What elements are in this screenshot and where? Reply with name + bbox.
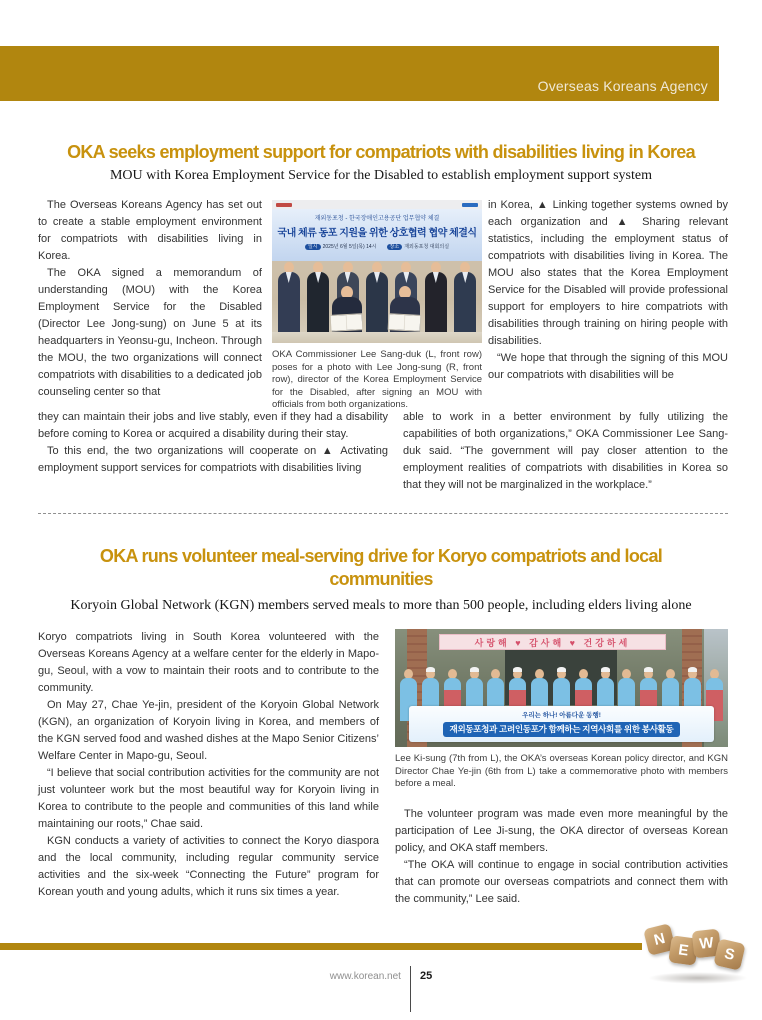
badge-place-text: 재외동포청 대회의실 <box>404 244 450 250</box>
person-body <box>454 272 476 332</box>
footer-meta <box>0 966 762 1012</box>
article1-photo-mou-signing <box>272 200 482 343</box>
person-figure <box>306 262 330 332</box>
article1-bottom-left-paragraph-2: To this end, the two organizations will cooperate on ▲ Activating employment support services for compatriots with disabilities living <box>38 445 388 474</box>
news-block-w-icon: W <box>692 929 722 959</box>
person-figure <box>277 262 301 332</box>
mou-folder <box>388 313 422 332</box>
article1-bottom-left-paragraph-1: they can maintain their jobs and live stably, even if they had a disability before coming to Korea or acquired a disability during their stay. <box>38 411 388 440</box>
kead-logo-icon <box>462 203 478 207</box>
header-bar <box>0 46 719 101</box>
news-block-e-icon: E <box>668 935 698 965</box>
article1-left-paragraph-2: The OKA signed a memorandum of understanding (MOU) with the Korea Employment Service for the Disabled (Director Lee Jong-sung) on June 5 at its headquarters in Yeonsu-gu, Incheon. Through the MOU, the two organizations will connect compatriots with disabilities to a dedicated job counseling center so that <box>38 267 262 398</box>
article1-photo-caption: OKA Commissioner Lee Sang-duk (L, front row) poses for a photo with Lee Jong-sung (R, front row), director of the Korea Employment Service for the Disabled, after signing an MOU with officials from both organizations. <box>272 349 482 410</box>
person-body <box>425 272 447 332</box>
photo-banner <box>272 209 482 261</box>
event-banner-line1: 우리는 하나! 아름다운 동행! <box>522 712 601 719</box>
news-block-n-icon: N <box>643 923 676 956</box>
person-body <box>366 272 388 332</box>
article2-photo-volunteers <box>395 629 728 747</box>
article2-photo-caption: Lee Ki-sung (7th from L), the OKA’s overseas Korean policy director, and KGN Director Chae Ye-jin (6th from L) take a commemorative photo with members before a meal. <box>395 753 728 789</box>
person-body <box>278 272 300 332</box>
article2-left-column <box>38 629 379 901</box>
article2-right-paragraph-1: The volunteer program was made even more meaningful by the participation of Lee Ji-sung, the OKA director of overseas Korean policy, and OKA staff members. <box>395 807 728 854</box>
person-body <box>307 272 329 332</box>
photo-table <box>272 332 482 343</box>
footer-website: www.korean.net <box>329 971 401 982</box>
photo-banner-badges <box>272 243 482 250</box>
article2-right-text <box>395 806 728 908</box>
badge-place-label: 장소 <box>387 244 403 250</box>
person-figure <box>424 262 448 332</box>
footer-gold-bar <box>0 943 642 950</box>
header-agency-label: Overseas Koreans Agency <box>537 78 708 94</box>
photo-banner-line2: 국내 체류 동포 지원을 위한 상호협력 협약 체결식 <box>277 228 477 239</box>
photo-header-strip <box>272 200 482 209</box>
footer-divider <box>410 966 411 1012</box>
article2-right-paragraph-2: “The OKA will continue to engage in social contribution activities that can promote our overseas compatriots and connect them with the community,” Lee said. <box>395 858 728 905</box>
article2-left-paragraph-4: KGN conducts a variety of activities to connect the Koryo diaspora and the local community, including regular community service activities and the six-week “Connecting the Future” program for Korean youth and young adults, which it runs six times a year. <box>38 835 379 898</box>
article1-bottom-right-paragraph-1: able to work in a better environment by fully utilizing the capabilities of both organizations,” OKA Commissioner Lee Sang-duk said. “The government will pay closer attention to the employment realities of compatriots with disabilities in Korea so that they will not be marginalized in the workplace.” <box>403 411 728 491</box>
article2-left-paragraph-3: “I believe that social contribution activities for the community are not just volunteer work but the most beautiful way for Koryoin living in Korea to contribute to the people and communities of this land while maintaining our roots,” Chae said. <box>38 767 379 830</box>
mou-folder <box>330 313 364 332</box>
event-banner-line2: 재외동포청과 고려인동포가 함께하는 지역사회를 위한 봉사활동 <box>443 722 681 737</box>
article1-subtitle: MOU with Korea Employment Service for the Disabled to establish employment support system <box>109 168 652 183</box>
article1-photo-block <box>272 200 482 412</box>
article1-right-column <box>488 197 728 384</box>
oka-logo-icon <box>276 203 292 207</box>
badge-place <box>387 243 450 250</box>
photo-pink-banner: 사랑해 ♥ 감사해 ♥ 건강하세 <box>439 634 666 650</box>
article2-subtitle: Koryoin Global Network (KGN) members served meals to more than 500 people, including elders living alone <box>70 598 692 613</box>
photo-banner-line1: 재외동포청 - 한국장애인고용공단 업무협약 체결 <box>314 216 440 222</box>
photo-people-back-row <box>274 262 480 332</box>
photo-event-banner <box>409 706 714 742</box>
article1-left-column <box>38 197 262 401</box>
article1-title: OKA seeks employment support for compatriots with disabilities living in Korea <box>67 142 695 162</box>
badge-datetime-label: 일시 <box>305 244 321 250</box>
article1-bottom-left-column <box>38 409 388 477</box>
news-block-s-icon: S <box>713 938 745 970</box>
article2-left-paragraph-2: On May 27, Chae Ye-jin, president of the Koryoin Global Network (KGN), an organization of Koryoin living in Korea, and members of the KGN served food and washed dishes at the Mapo Senior Citizens’ Welfare Center in Mapo-gu, Seoul. <box>38 699 379 762</box>
person-figure <box>453 262 477 332</box>
article1-bottom-right-column <box>403 409 728 494</box>
article1-right-paragraph-1: in Korea, ▲ Linking together systems owned by each organization and ▲ Sharing relevant statistics, including the employment status of compatriots with disabilities living in Korea. The MOU also states that the Korea Employment Service for the Disabled will provide professional support for employers to hire compatriots with disabilities through training on hiring people with disabilities. <box>488 199 728 347</box>
article1-left-paragraph-1: The Overseas Koreans Agency has set out to create a stable employment environment for compatriots with disabilities living in Korea. <box>38 199 262 262</box>
badge-datetime-text: 2025년 6월 5일(목) 14시 <box>322 244 377 250</box>
article2-title: OKA runs volunteer meal-serving drive for Koryo compatriots and local communities <box>99 546 663 589</box>
badge-datetime <box>305 243 377 250</box>
section-divider <box>38 513 728 514</box>
footer-page-number: 25 <box>419 970 433 982</box>
article1-right-paragraph-2: “We hope that through the signing of this MOU our compatriots with disabilities will be <box>488 352 728 381</box>
article2-left-paragraph-1: Koryo compatriots living in South Korea volunteered with the Overseas Koreans Agency at a welfare center for the elderly in Mapo-gu, Seoul, with a vow to maintain their roots and to contribute to the community. <box>38 631 379 694</box>
article2-right-column <box>395 629 728 908</box>
person-figure <box>365 262 389 332</box>
